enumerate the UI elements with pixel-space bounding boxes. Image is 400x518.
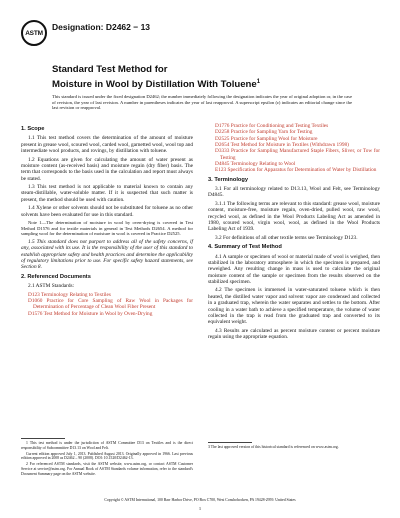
reference-link[interactable]: D1776 Practice for Conditioning and Testing Textiles <box>215 123 329 129</box>
paragraph-3-2: 3.2 For definitions of all other textile terms see Terminology D123. <box>215 234 358 241</box>
footnote-3: 3 The last approved version of this historical standard is referenced on www.astm.org. <box>208 445 339 449</box>
page-number: 1 <box>198 506 202 511</box>
logo-text: ASTM <box>25 29 43 37</box>
paragraph-1-3: 1.3 This test method is not applicable to material known to contain any steam-distillable, water-soluble matter. If it is suspected that such matter is present, the method should be used with caution. <box>21 184 193 203</box>
footnote-1: 1 This test method is under the jurisdiction of ASTM Committee D13 on Textiles and is the direct responsibility of Subcommittee D13.13 on Wool and Felt. <box>21 441 193 450</box>
reference-link[interactable]: D123 Terminology Relating to Textiles <box>28 291 111 298</box>
paragraph-3-1-1: 3.1.1 The following terms are relevant to this standard: grease wool, moisture content, moisture-free, moisture regain, oven-dried, pulled wool, raw wool, recycled wool, as defined in the Wool Products Labeling Act as amended in 1980, scoured wool, virgin wool, wool, as defined in the Wool Products Labeling Act of 1939. <box>208 200 380 233</box>
paragraph-1-2: 1.2 Equations are given for calculating the amount of water present as moisture content (as-received basis) and moisture regain (dry fiber) basis. The term that corresponds to the basis used in the calculation and report must always be stated. <box>21 156 193 182</box>
reference-link[interactable]: E123 Specification for Apparatus for Determination of Water by Distillation <box>215 167 377 174</box>
footnote-2: 2 For referenced ASTM standards, visit the ASTM website, www.astm.org, or contact ASTM Customer Service at service@astm.org. For Annual Book of ASTM Standards volume information, refer to the standard's Document Summary page on the ASTM website. <box>21 462 193 476</box>
section-heading-referenced-documents: 2. Referenced Documents <box>21 273 91 280</box>
footnote-divider <box>21 438 65 439</box>
paragraph-4-2: 4.2 The specimen is immersed in water-saturated toluene which is then heated, the distilled water vapor and solvent vapor are condensed and collected in a graduated trap, wherein the water separates and settles to the bottom. After cooling in a water bath to achieve a specified temperature, the volume of water collected in the trap is read from the graduated trap and converted to its equivalent weight. <box>208 287 380 326</box>
paragraph-3-1: 3.1 For all terminology related to D13.13, Wool and Felt, see Terminology D4845. <box>208 186 380 199</box>
reference-link[interactable]: D1060 Practice for Core Sampling of Raw Wool in Packages for Determination of Percentage of Clean Wool Fiber Present <box>28 297 193 311</box>
paragraph-2-1: 2.1 ASTM Standards: <box>28 282 75 289</box>
title-footnote-mark: 1 <box>256 79 261 85</box>
preamble: This standard is issued under the fixed designation D2462; the number immediately following the designation indicates the year of original adoption or, in the case of revision, the year of last revision. A number in parentheses indicates the year of last reapproval. A superscript epsilon (ε) indicates an editorial change since the last revision or reapproval. <box>52 94 352 111</box>
footnote-1b: Current edition approved July 1, 2013. Published August 2013. Originally approved in 1966. Last previous edition approved in 2008 as D2462 – 90 (2008). DOI: 10.1520/D2462-13. <box>21 451 193 461</box>
right-column <box>208 123 380 343</box>
reference-link[interactable]: D2525 Practice for Sampling Wool for Moisture <box>215 135 318 142</box>
astm-logo <box>21 20 47 46</box>
section-heading-terminology: 3. Terminology <box>208 176 249 183</box>
section-heading-summary: 4. Summary of Test Method <box>208 244 282 251</box>
paragraph-1-4: 1.4 Xylene or other solvents should not be substituted for toluene as no other solvents have been evaluated for use in this standard. <box>21 205 193 218</box>
title-main: Moisture in Wool by Distillation With Toluene <box>52 79 257 91</box>
section-heading-scope: 1. Scope <box>21 126 45 132</box>
note-1: Note 1—The determination of moisture in wool by oven-drying is covered in Test Method D1576 and for textile materials in general in Test Methods D2654. A method for sampling wool for the determination of moisture in wool is covered in Practice D2525. <box>21 220 193 237</box>
left-column <box>21 123 193 320</box>
footnotes <box>21 441 193 478</box>
footnote-divider-right <box>208 442 252 443</box>
reference-link[interactable]: D4845 Terminology Relating to Wool <box>215 161 296 168</box>
document-title <box>52 64 352 91</box>
reference-link[interactable]: D3333 Practice for Sampling Manufactured Staple Fibers, Sliver, or Tow for Testing <box>215 148 380 161</box>
reference-link[interactable]: D2258 Practice for Sampling Yarn for Testing <box>215 129 313 136</box>
reference-list-continued <box>208 123 380 174</box>
title-line-2 <box>52 76 352 91</box>
paragraph-4-3: 4.3 Results are calculated as percent moisture content or percent moisture regain using the appropriate equation. <box>208 327 380 341</box>
reference-link[interactable]: D2654 Test Method for Moisture in Textiles (Withdrawn 1998) <box>215 142 349 149</box>
paragraph-4-1: 4.1 A sample or specimen of wool or material made of wool is weighed, then stabilized in the laboratory atmosphere in which the specimen is prepared, and reweighed. Any resulting change in mass is used to calculate the original moisture content of the sample or specimen from the results observed on the stabilized specimen. <box>208 253 380 285</box>
paragraph-1-1: 1.1 This test method covers the determination of the amount of moisture present in grease wool, scoured wool, carded wool, garnetted wool, wool top and intermediate wool products, and rovings, by distillation with toluene. <box>21 135 193 155</box>
paragraph-1-5: 1.5 This standard does not purport to address all of the safety concerns, if any, associated with its use. It is the responsibility of the user of this standard to establish appropriate safety and health practices and determine the applicability of regulatory limitations prior to use. For specific safety hazard statements, see Section 8. <box>21 238 193 271</box>
copyright-line: Copyright © ASTM International, 100 Barr Harbor Drive, PO Box C700, West Conshohocken, PA 19428-2959. United States <box>104 498 296 502</box>
title-line-1: Standard Test Method for <box>52 64 168 75</box>
reference-link[interactable]: D1576 Test Method for Moisture in Wool by Oven-Drying <box>28 310 153 317</box>
reference-list <box>21 292 193 317</box>
designation: Designation: D2462 − 13 <box>52 22 151 32</box>
